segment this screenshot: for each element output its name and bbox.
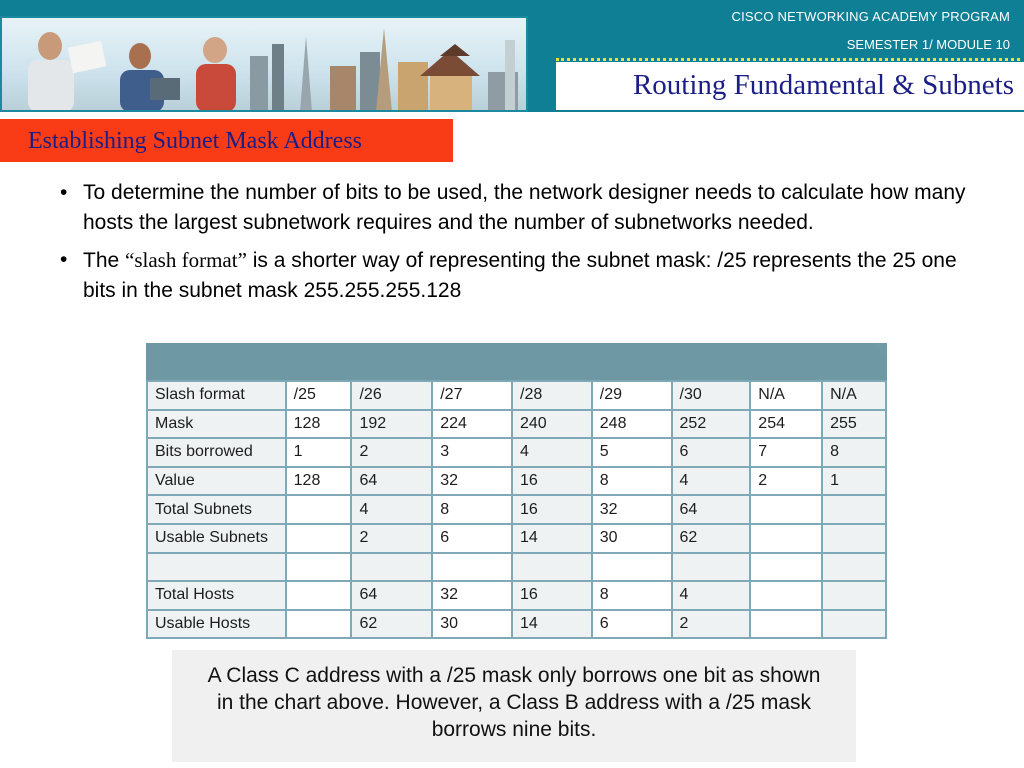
- table-cell: 64: [351, 581, 432, 610]
- table-cell: [822, 524, 886, 553]
- table-cell: 248: [592, 410, 672, 439]
- bullet-text-suffix: is a shorter way of representing the subnet mask: /25 represents the 25 one bits in the subnet mask 255.255.255.128: [83, 249, 957, 302]
- table-cell: 4: [672, 581, 751, 610]
- table-cell: 16: [512, 467, 592, 496]
- page-title: Routing Fundamental & Subnets: [632, 69, 1014, 101]
- table-cell: [750, 581, 822, 610]
- table-cell: [750, 553, 822, 582]
- bullet-text: To determine the number of bits to be used, the network designer needs to calculate how many hosts the largest subnetwork requires and the number of subnetworks needed.: [83, 181, 966, 234]
- section-title: Establishing Subnet Mask Address: [28, 128, 362, 154]
- table-cell: 6: [592, 610, 672, 639]
- table-cell: 4: [351, 495, 432, 524]
- table-cell: 128: [286, 410, 352, 439]
- table-cell: [672, 553, 751, 582]
- note-box: [172, 650, 856, 762]
- note-line: A Class C address with a /25 mask only borrows one bit as shown: [207, 664, 821, 687]
- table-cell: [750, 495, 822, 524]
- table-cell: 6: [432, 524, 512, 553]
- table-cell: /30: [672, 381, 751, 410]
- table-cell: 128: [286, 467, 352, 496]
- header-collage-image: [0, 16, 528, 112]
- row-label-cell: Mask: [147, 410, 286, 439]
- header-banner: [0, 0, 1024, 112]
- table-cell: /28: [512, 381, 592, 410]
- table-cell: [432, 553, 512, 582]
- table-cell: 224: [432, 410, 512, 439]
- table-row: [147, 553, 886, 582]
- table-cell: 1: [286, 438, 352, 467]
- table-cell: [822, 610, 886, 639]
- table-cell: 30: [592, 524, 672, 553]
- table-cell: 3: [432, 438, 512, 467]
- table-row: [147, 467, 886, 496]
- table-cell: 2: [750, 467, 822, 496]
- table-cell: [286, 524, 352, 553]
- table-cell: [822, 581, 886, 610]
- table-header-band: [146, 343, 887, 380]
- table-cell: 8: [592, 581, 672, 610]
- table-cell: [286, 610, 352, 639]
- table-cell: 62: [672, 524, 751, 553]
- table-cell: [286, 495, 352, 524]
- bullet-item: [60, 245, 980, 306]
- table-cell: 255: [822, 410, 886, 439]
- row-label-cell: Slash format: [147, 381, 286, 410]
- table-cell: 192: [351, 410, 432, 439]
- table-cell: 16: [512, 581, 592, 610]
- program-name: CISCO NETWORKING ACADEMY PROGRAM: [731, 9, 1010, 24]
- table-cell: 5: [592, 438, 672, 467]
- table-cell: [286, 581, 352, 610]
- bullet-quoted-term: “slash format”: [125, 248, 247, 272]
- table-cell: /25: [286, 381, 352, 410]
- table-cell: [750, 524, 822, 553]
- table-cell: 8: [432, 495, 512, 524]
- table-row: [147, 410, 886, 439]
- table-cell: 16: [512, 495, 592, 524]
- subnet-table: [146, 380, 887, 639]
- bullet-list: [60, 178, 980, 313]
- table-cell: 6: [672, 438, 751, 467]
- table-cell: 2: [351, 524, 432, 553]
- table-cell: [750, 610, 822, 639]
- note-text: [172, 662, 856, 743]
- table-cell: 254: [750, 410, 822, 439]
- table-cell: N/A: [822, 381, 886, 410]
- row-label-cell: Usable Hosts: [147, 610, 286, 639]
- table-row: [147, 381, 886, 410]
- table-row: [147, 438, 886, 467]
- table-row: [147, 610, 886, 639]
- row-label-cell: [147, 553, 286, 582]
- table-cell: /29: [592, 381, 672, 410]
- table-cell: 4: [672, 467, 751, 496]
- note-line: in the chart above. However, a Class B address with a /25 mask: [216, 691, 812, 714]
- table-cell: 8: [822, 438, 886, 467]
- table-cell: 240: [512, 410, 592, 439]
- table-cell: 32: [432, 581, 512, 610]
- table-cell: /26: [351, 381, 432, 410]
- table-cell: /27: [432, 381, 512, 410]
- table-row: [147, 495, 886, 524]
- table-cell: [822, 553, 886, 582]
- table-cell: 8: [592, 467, 672, 496]
- table-cell: 32: [592, 495, 672, 524]
- section-header: [0, 119, 453, 162]
- table-cell: [286, 553, 352, 582]
- bullet-marker: •: [60, 181, 68, 204]
- subnet-table-panel: [146, 343, 887, 639]
- note-line: borrows nine bits.: [431, 718, 597, 741]
- row-label-cell: Value: [147, 467, 286, 496]
- table-cell: 4: [512, 438, 592, 467]
- table-cell: 64: [351, 467, 432, 496]
- table-cell: 30: [432, 610, 512, 639]
- table-cell: N/A: [750, 381, 822, 410]
- row-label-cell: Usable Subnets: [147, 524, 286, 553]
- module-label: SEMESTER 1/ MODULE 10: [846, 37, 1010, 52]
- table-cell: [512, 553, 592, 582]
- row-label-cell: Total Subnets: [147, 495, 286, 524]
- table-cell: [822, 495, 886, 524]
- table-cell: 7: [750, 438, 822, 467]
- row-label-cell: Bits borrowed: [147, 438, 286, 467]
- bullet-text-prefix: The: [83, 249, 126, 272]
- table-cell: 64: [672, 495, 751, 524]
- table-cell: 252: [672, 410, 751, 439]
- bullet-item: [60, 178, 980, 238]
- table-cell: 1: [822, 467, 886, 496]
- bullet-marker: •: [60, 248, 68, 271]
- dotted-divider: [556, 58, 1020, 61]
- table-row: [147, 524, 886, 553]
- table-cell: 32: [432, 467, 512, 496]
- row-label-cell: Total Hosts: [147, 581, 286, 610]
- table-cell: [592, 553, 672, 582]
- title-box: [556, 62, 1024, 110]
- table-cell: 14: [512, 524, 592, 553]
- table-cell: 62: [351, 610, 432, 639]
- table-cell: [351, 553, 432, 582]
- table-row: [147, 581, 886, 610]
- table-cell: 14: [512, 610, 592, 639]
- table-cell: 2: [351, 438, 432, 467]
- table-cell: 2: [672, 610, 751, 639]
